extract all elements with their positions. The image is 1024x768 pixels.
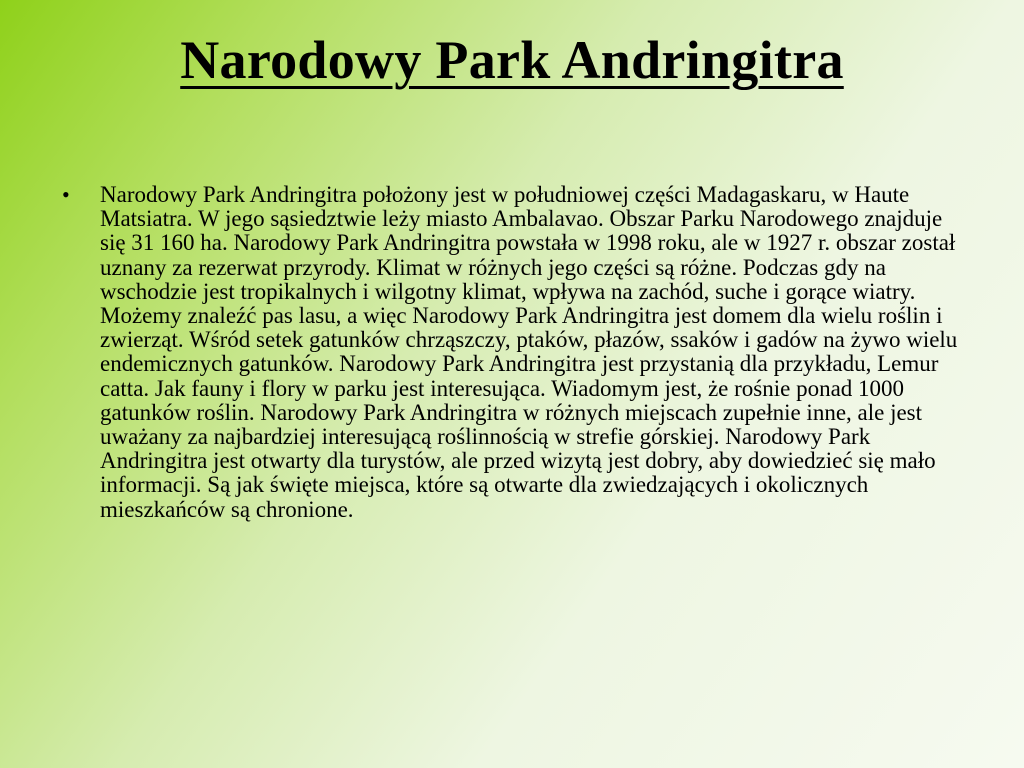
slide-title-text: Narodowy Park Andringitra bbox=[180, 30, 844, 90]
bullet-item bbox=[60, 183, 970, 522]
bullet-list bbox=[60, 183, 970, 522]
bullet-dot-icon: • bbox=[62, 182, 70, 207]
slide-title bbox=[0, 28, 1024, 92]
bullet-text: Narodowy Park Andringitra położony jest w południowej części Madagaskaru, w Haute Matsiatra. W jego sąsiedztwie leży miasto Ambalavao. Obszar Parku Narodowego znajduje się 31 160 ha. Narodowy Park Andringitra powstała w 1998 roku, ale w 1927 r. obszar został uznany za rezerwat przyrody. Klimat w różnych jego części są różne. Podczas gdy na wschodzie jest tropikalnych i wilgotny klimat, wpływa na zachód, suche i gorące wiatry. Możemy znaleźć pas lasu, a więc Narodowy Park Andringitra jest domem dla wielu roślin i zwierząt. Wśród setek gatunków chrząszczy, ptaków, płazów, ssaków i gadów na żywo wielu endemicznych gatunków. Narodowy Park Andringitra jest przystanią dla przykładu, Lemur catta. Jak fauny i flory w parku jest interesująca. Wiadomym jest, że rośnie ponad 1000 gatunków roślin. Narodowy Park Andringitra w różnych miejscach zupełnie inne, ale jest uważany za najbardziej interesującą roślinnością w strefie górskiej. Narodowy Park Andringitra jest otwarty dla turystów, ale przed wizytą jest dobry, aby dowiedzieć się mało informacji. Są jak święte miejsca, które są otwarte dla zwiedzających i okolicznych mieszkańców są chronione. bbox=[100, 182, 958, 522]
